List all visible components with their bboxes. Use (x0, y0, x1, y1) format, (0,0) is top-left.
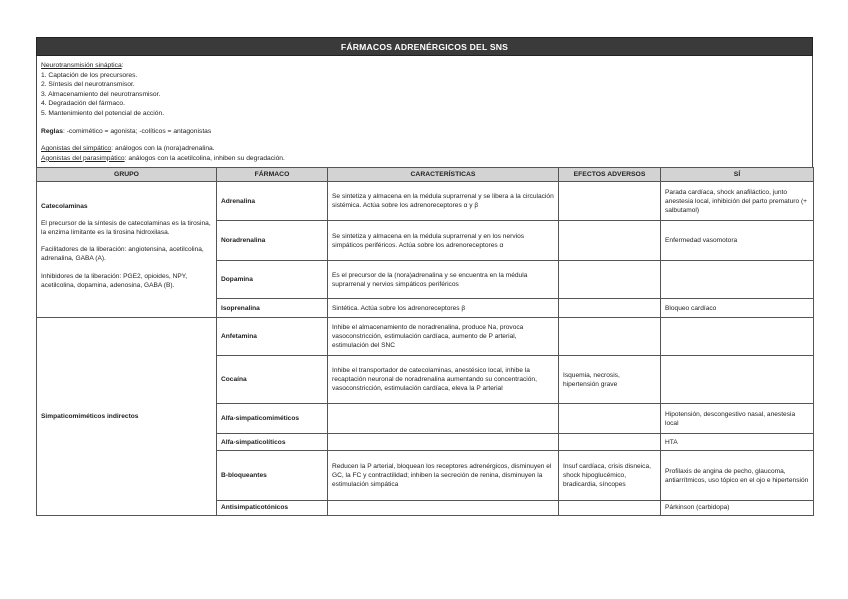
drug-name: Noradrenalina (217, 221, 328, 261)
drug-indications (661, 356, 814, 404)
drug-adverse-effects (559, 299, 661, 318)
drug-indications: Enfermedad vasomotora (661, 221, 814, 261)
intro-section (36, 56, 813, 167)
drug-adverse-effects (559, 404, 661, 434)
header-farmaco: FÁRMACO (217, 168, 328, 182)
group-simpaticomimeticos-indirectos: Simpaticomiméticos indirectos (37, 318, 217, 515)
drug-name: B-bloqueantes (217, 451, 328, 501)
document-sheet (36, 37, 813, 516)
drug-adverse-effects: Isquemia, necrosis, hipertensión grave (559, 356, 661, 404)
drug-characteristics (328, 501, 559, 515)
agonist-sympathetic-line: Agonistas del simpático: análogos con la (nora)adrenalina. (41, 145, 215, 153)
intro-step: 4. Degradación del fármaco. (41, 100, 126, 108)
drug-characteristics: Se sintetiza y almacena en la médula suprarrenal y en los nervios simpáticos periféricos. Actúa sobre los adrenoreceptores α (328, 221, 559, 261)
drug-adverse-effects (559, 501, 661, 515)
drug-characteristics (328, 434, 559, 451)
drug-indications: Bloqueo cardíaco (661, 299, 814, 318)
drug-indications (661, 261, 814, 299)
header-grupo: GRUPO (37, 168, 217, 182)
table-row (37, 318, 814, 356)
drug-name: Isoprenalina (217, 299, 328, 318)
drug-indications: Hipotensión, descongestivo nasal, anestesia local (661, 404, 814, 434)
intro-step: 2. Síntesis del neurotransmisor. (41, 81, 135, 89)
drug-indications: Parada cardíaca, shock anafiláctico, junto anestesia local, inhibición del parto prematuro (+ salbutamol) (661, 182, 814, 221)
drug-adverse-effects: Insuf cardíaca, crisis disneica, shock hipoglucémico, bradicardia, síncopes (559, 451, 661, 501)
group-paragraph: El precursor de la síntesis de catecolaminas es la tirosina, la enzima limitante es la tirosina hidroxilasa. (41, 219, 211, 237)
drug-indications: HTA (661, 434, 814, 451)
drug-name: Anfetamina (217, 318, 328, 356)
drugs-table (36, 167, 814, 515)
drug-indications: Profilaxis de angina de pecho, glaucoma, antiarrítmicos, uso tópico en el ojo e hipertensión (661, 451, 814, 501)
drug-adverse-effects (559, 182, 661, 221)
agonist-parasympathetic-line: Agonistas del parasimpático: análogos con la acetilcolina, inhiben su degradación. (41, 154, 285, 162)
drug-characteristics: Se sintetiza y almacena en la médula suprarrenal y se libera a la circulación sistémica. Actúa sobre los adrenoreceptores α y β (328, 182, 559, 221)
drug-characteristics: Es el precursor de la (nora)adrenalina y se encuentra en la médula suprarrenal y nervios simpáticos periféricos (328, 261, 559, 299)
drug-adverse-effects (559, 318, 661, 356)
drug-adverse-effects (559, 261, 661, 299)
header-caracteristicas: CARACTERÍSTICAS (328, 168, 559, 182)
header-si: SÍ (661, 168, 814, 182)
rules-label: Reglas (41, 127, 63, 135)
group-catecolaminas (37, 182, 217, 318)
drug-adverse-effects (559, 434, 661, 451)
group-paragraph: Inhibidores de la liberación: PGE2, opioides, NPY, acetilcolina, dopamina, adenosina, GABA (B). (41, 272, 188, 289)
drug-characteristics: Sintética. Actúa sobre los adrenoreceptores β (328, 299, 559, 318)
group-paragraph: Facilitadores de la liberación: angiotensina, acetilcolina, adrenalina, GABA (A). (41, 246, 204, 263)
table-row (37, 182, 814, 221)
drug-name: Alfa-simpaticomiméticos (217, 404, 328, 434)
intro-step: 5. Mantenimiento del potencial de acción. (41, 109, 165, 117)
intro-step: 1. Captación de los precursores. (41, 71, 138, 79)
header-efectos-adversos: EFECTOS ADVERSOS (559, 168, 661, 182)
drug-name: Antisimpaticotónicos (217, 501, 328, 515)
table-header-row (37, 168, 814, 182)
drug-indications (661, 318, 814, 356)
drug-characteristics: Inhibe el transportador de catecolaminas, anestésico local, inhibe la recaptación neuronal de noradrenalina aumentando su concentración, vasoconstricción, estimulación cardíaca, eleva la P arterial (328, 356, 559, 404)
drug-name: Dopamina (217, 261, 328, 299)
drug-characteristics: Reducen la P arterial, bloquean los receptores adrenérgicos, disminuyen el GC, la FC y contractilidad; inhiben la secreción de renina, disminuyen la estimulación simpática (328, 451, 559, 501)
rules-text: : -comimético = agonista; -colíticos = antagonistas (62, 127, 212, 135)
intro-step: 3. Almacenamiento del neurotransmisor. (41, 90, 161, 98)
drug-name: Cocaína (217, 356, 328, 404)
drug-adverse-effects (559, 221, 661, 261)
intro-heading: Neurotransmisión sináptica: (41, 62, 124, 69)
drug-characteristics (328, 404, 559, 434)
drug-characteristics: Inhibe el almacenamiento de noradrenalina, produce Na, provoca vasoconstricción, estimulación cardíaca, aumento de P arterial, estimulación del SNC (328, 318, 559, 356)
group-title: Catecolaminas (41, 202, 88, 210)
document-title (36, 37, 813, 56)
rules-line (41, 127, 808, 137)
drug-indications: Párkinson (carbidopa) (661, 501, 814, 515)
title-text: FÁRMACOS ADRENÉRGICOS DEL SNS (340, 41, 509, 52)
drug-name: Alfa-simpaticolíticos (217, 434, 328, 451)
drug-name: Adrenalina (217, 182, 328, 221)
